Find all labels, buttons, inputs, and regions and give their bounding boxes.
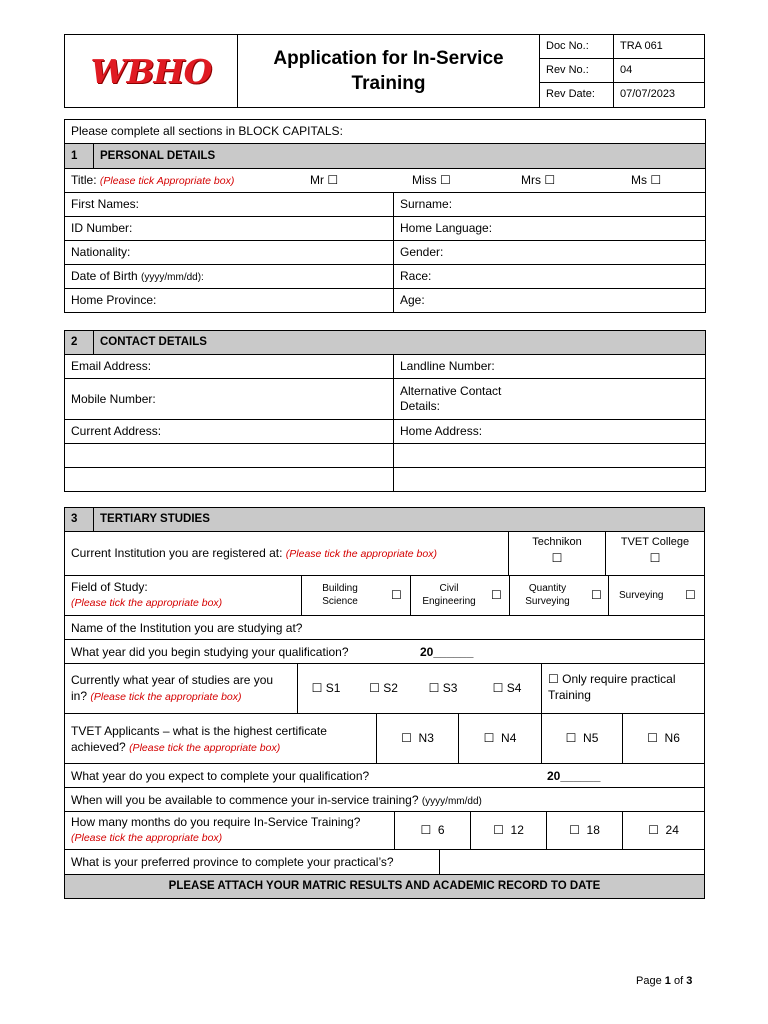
checkbox-icon[interactable]: ☐ <box>491 588 502 602</box>
title-label: Title: <box>71 172 97 187</box>
cert-option-n4[interactable]: ☐ N4 <box>459 714 542 763</box>
doc-no-label: Doc No.: <box>540 35 614 59</box>
practical-only-option[interactable]: ☐ Only require practical Training <box>541 664 704 713</box>
wbho-logo: WBHO <box>90 51 212 91</box>
rev-no-label: Rev No.: <box>540 59 614 83</box>
section-number: 3 <box>65 508 94 531</box>
field-surveying[interactable]: Surveying ☐ <box>619 588 696 602</box>
section-title: PERSONAL DETAILS <box>94 144 706 169</box>
checkbox-icon[interactable]: ☐ <box>591 588 602 602</box>
year-complete-label: What year do you expect to complete your qualification? <box>71 769 370 783</box>
checkbox-icon[interactable]: ☐ <box>685 588 696 602</box>
rev-no-value: 04 <box>614 59 704 83</box>
tertiary-studies-section <box>64 507 705 899</box>
current-address-line[interactable] <box>65 468 394 492</box>
institution-name-field[interactable]: Name of the Institution you are studying at? <box>65 616 704 640</box>
title-cell <box>238 35 540 107</box>
mobile-field[interactable]: Mobile Number: <box>65 379 394 420</box>
gender-field[interactable]: Gender: <box>394 241 706 265</box>
checkbox-icon[interactable]: ☐ <box>428 681 440 695</box>
first-names-field[interactable]: First Names: <box>65 193 394 217</box>
checkbox-icon[interactable]: ☐ <box>420 823 432 837</box>
field-quantity-surveying[interactable]: Quantity Surveying ☐ <box>510 576 609 615</box>
checkbox-icon[interactable]: ☐ <box>391 588 402 602</box>
months-row <box>65 812 704 850</box>
landline-field[interactable]: Landline Number: <box>394 355 706 379</box>
year-option-s1[interactable]: ☐ S1 <box>297 664 354 713</box>
home-province-field[interactable]: Home Province: <box>65 289 394 313</box>
year-complete-row[interactable] <box>65 764 704 788</box>
contact-details-table <box>64 330 706 492</box>
checkbox-icon[interactable]: ☐ <box>440 173 451 187</box>
section-number: 1 <box>65 144 94 169</box>
months-label: How many months do you require In-Service Training? (Please tick the appropriate box) <box>71 815 361 844</box>
year-begin-blank[interactable]: 20______ <box>420 645 474 659</box>
section-number: 2 <box>65 331 94 355</box>
section-title: CONTACT DETAILS <box>94 331 706 355</box>
home-address-line[interactable] <box>394 444 706 468</box>
section-header <box>65 508 704 532</box>
doc-no-value: TRA 061 <box>614 35 704 59</box>
dob-field[interactable]: Date of Birth (yyyy/mm/dd): <box>65 265 394 289</box>
checkbox-icon[interactable]: ☐ <box>647 731 658 745</box>
checkbox-icon[interactable]: ☐ <box>650 173 662 187</box>
tvet-row <box>65 714 704 764</box>
preferred-province-input[interactable] <box>439 850 704 874</box>
year-begin-row[interactable] <box>65 640 704 664</box>
year-option-s3[interactable]: ☐ S3 <box>428 681 458 695</box>
surname-field[interactable]: Surname: <box>394 193 706 217</box>
alt-contact-field[interactable]: Alternative Contact Details: <box>394 379 706 420</box>
current-year-row <box>65 664 704 714</box>
year-option-s4[interactable]: ☐ S4 <box>492 681 522 695</box>
preferred-province-row <box>65 850 704 875</box>
institution-row <box>65 532 704 576</box>
checkbox-icon[interactable]: ☐ <box>401 731 412 745</box>
cert-option-n3[interactable]: ☐ N3 <box>376 714 459 763</box>
cert-option-n5[interactable]: ☐ N5 <box>542 714 623 763</box>
page-number: Page 1 of 3 <box>636 975 693 987</box>
checkbox-icon[interactable]: ☐ <box>551 551 563 565</box>
home-address-field[interactable]: Home Address: <box>394 420 706 444</box>
current-address-line[interactable] <box>65 444 394 468</box>
checkbox-icon[interactable]: ☐ <box>327 173 339 187</box>
months-option-12[interactable]: ☐ 12 <box>471 812 547 849</box>
race-field[interactable]: Race: <box>394 265 706 289</box>
title-row <box>65 169 706 193</box>
logo-cell <box>65 35 238 107</box>
availability-field[interactable]: When will you be available to commence your in-service training? (yyyy/mm/dd) <box>65 788 704 812</box>
page-title-line2: Training <box>351 73 426 94</box>
title-option-mrs[interactable]: Mrs ☐ <box>521 173 556 187</box>
checkbox-icon[interactable]: ☐ <box>548 672 559 686</box>
months-option-24[interactable]: ☐ 24 <box>648 823 679 837</box>
home-address-line[interactable] <box>394 468 706 492</box>
checkbox-icon[interactable]: ☐ <box>569 823 580 837</box>
technikon-option[interactable]: Technikon ☐ <box>508 532 606 575</box>
title-note: (Please tick Appropriate box) <box>99 174 235 187</box>
doc-info <box>540 35 704 107</box>
checkbox-icon[interactable]: ☐ <box>648 823 659 837</box>
cert-option-n6[interactable]: ☐ N6 <box>647 731 680 745</box>
title-option-ms[interactable]: Ms ☐ <box>631 173 662 187</box>
document-header <box>64 34 705 108</box>
year-option-s2[interactable]: ☐ S2 <box>369 681 398 695</box>
checkbox-icon[interactable]: ☐ <box>493 823 504 837</box>
section-title: TERTIARY STUDIES <box>100 513 210 525</box>
checkbox-icon[interactable]: ☐ <box>492 681 504 695</box>
institution-label: Current Institution you are registered at: (Please tick the appropriate box) <box>71 546 437 560</box>
current-address-field[interactable]: Current Address: <box>65 420 394 444</box>
rev-date-label: Rev Date: <box>540 83 614 107</box>
tvet-label: TVET Applicants – what is the highest certificate achieved? (Please tick the appropriate box) <box>71 724 327 754</box>
email-field[interactable]: Email Address: <box>65 355 394 379</box>
current-year-label: Currently what year of studies are you in? (Please tick the appropriate box) <box>71 673 274 703</box>
home-language-field[interactable]: Home Language: <box>394 217 706 241</box>
checkbox-icon[interactable]: ☐ <box>649 551 661 565</box>
field-civil-engineering[interactable]: Civil Engineering ☐ <box>411 576 510 615</box>
attach-note: PLEASE ATTACH YOUR MATRIC RESULTS AND ACADEMIC RECORD TO DATE <box>65 875 704 898</box>
field-building-science[interactable]: Building Science ☐ <box>301 576 411 615</box>
instruction: Please complete all sections in BLOCK CAPITALS: <box>65 120 706 144</box>
checkbox-icon[interactable]: ☐ <box>565 731 577 745</box>
checkbox-icon[interactable]: ☐ <box>544 173 556 187</box>
rev-date-value: 07/07/2023 <box>620 88 676 100</box>
checkbox-icon[interactable]: ☐ <box>369 681 380 695</box>
year-begin-label: What year did you begin studying your qualification? <box>71 645 349 659</box>
months-option-18[interactable]: ☐ 18 <box>547 812 623 849</box>
page-title-line1: Application for In-Service <box>273 48 504 69</box>
preferred-province-label: What is your preferred province to complete your practical’s? <box>71 855 394 869</box>
personal-details-table <box>64 119 706 313</box>
checkbox-icon[interactable]: ☐ <box>483 731 495 745</box>
title-option-mr[interactable]: Mr ☐ <box>310 173 339 187</box>
tvet-college-option[interactable]: TVET College ☐ <box>620 536 690 565</box>
checkbox-icon[interactable]: ☐ <box>311 681 323 695</box>
nationality-field[interactable]: Nationality: <box>65 241 394 265</box>
months-option-6[interactable]: ☐ 6 <box>394 812 471 849</box>
field-of-study-row <box>65 576 704 616</box>
age-field[interactable]: Age: <box>394 289 706 313</box>
field-label: Field of Study: (Please tick the appropriate box) <box>71 580 223 609</box>
year-complete-blank[interactable]: 20______ <box>547 769 601 783</box>
id-number-field[interactable]: ID Number: <box>65 217 394 241</box>
title-option-miss[interactable]: Miss ☐ <box>412 173 451 187</box>
